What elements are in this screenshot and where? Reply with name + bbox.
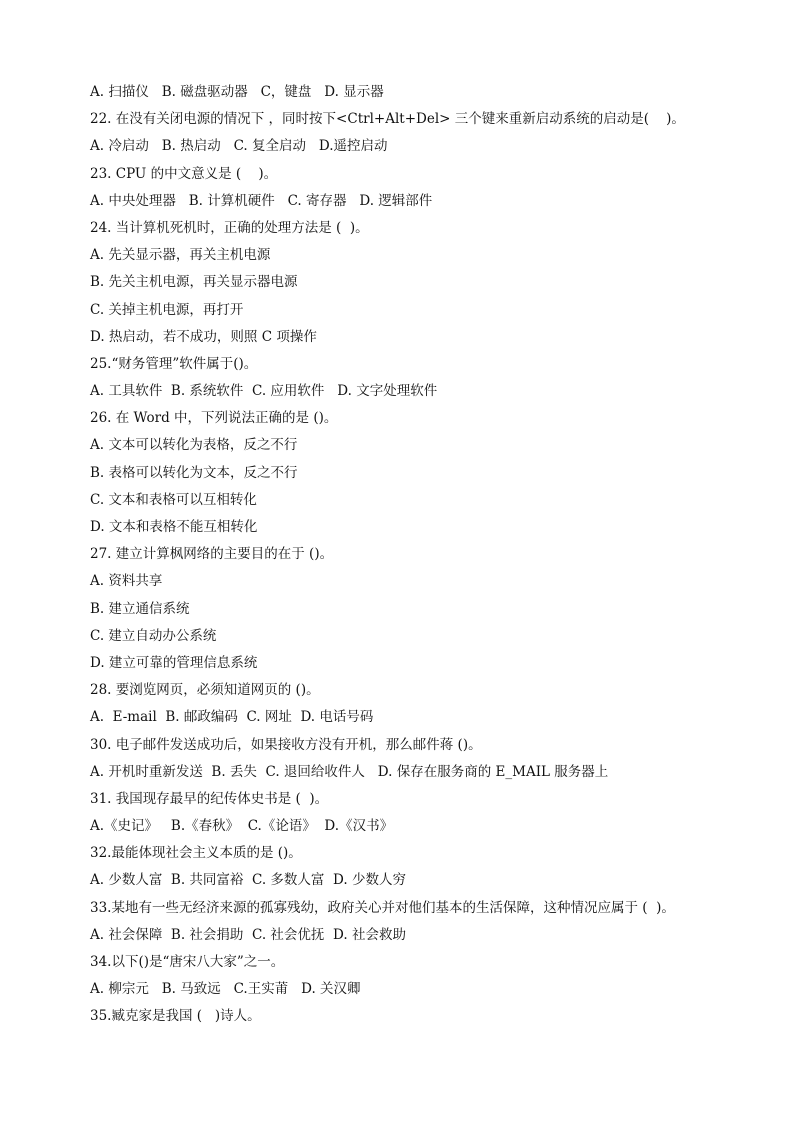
question-31: 31. 我国现存最早的纪传体史书是 ( )。 — [90, 790, 329, 807]
answer-option: B. 建立通信系统 — [90, 600, 190, 617]
answer-option: B. 表格可以转化为文本，反之不行 — [90, 464, 298, 481]
question-text-block — [90, 81, 730, 1033]
answer-options-line: A. 中央处理器 B. 计算机硬件 C. 寄存器 D. 逻辑部件 — [90, 192, 433, 209]
question-23: 23. CPU 的中文意义是 ( )。 — [90, 165, 278, 182]
answer-options-line: A. 柳宗元 B. 马致远 C.王实莆 D. 关汉卿 — [90, 981, 361, 998]
answer-options-line: A. 冷启动 B. 热启动 C. 复全启动 D.遥控启动 — [90, 138, 388, 155]
question-26: 26. 在 Word 中，下列说法正确的是 ()。 — [90, 410, 338, 427]
answer-option: D. 文本和表格不能互相转化 — [90, 519, 258, 535]
answer-options-line: A. 社会保障 B. 社会捐助 C. 社会优抚 D. 社会救助 — [90, 926, 406, 943]
answer-option: A. 文本可以转化为表格，反之不行 — [90, 437, 298, 454]
answer-option: D. 热启动，若不成功，则照 C 项操作 — [90, 328, 317, 345]
answer-options-line: A.《史记》 B.《春秋》 C.《论语》 D.《汉书》 — [90, 818, 394, 835]
answer-options-line: A. 少数人富 B. 共同富裕 C. 多数人富 D. 少数人穷 — [90, 872, 406, 889]
answer-options-line: A. 扫描仪 B. 磁盘驱动器 C，键盘 D. 显示器 — [90, 84, 384, 100]
question-34: 34.以下()是“唐宋八大家”之一。 — [90, 954, 285, 970]
question-28: 28. 要浏览网页，必须知道网页的 ()。 — [90, 682, 320, 699]
answer-option: A. 先关显示器，再关主机电源 — [90, 247, 271, 264]
question-30: 30. 电子邮件发送成功后，如果接收方没有开机，那么邮件蒋 ()。 — [90, 736, 482, 753]
question-33: 33.某地有一些无经济来源的孤寡残幼，政府关心并对他们基本的生活保障，这种情况应属于 ( )。 — [90, 899, 675, 916]
answer-option: C. 建立自动办公系统 — [90, 627, 217, 644]
answer-option: D. 建立可靠的管理信息系统 — [90, 654, 258, 671]
answer-option: C. 关掉主机电源，再打开 — [90, 301, 244, 318]
question-32: 32.最能体现社会主义本质的是 ()。 — [90, 845, 302, 862]
answer-option: A. 资料共享 — [90, 573, 163, 590]
question-27: 27. 建立计算枫网络的主要目的在于 ()。 — [90, 546, 334, 563]
question-24: 24. 当计算机死机时，正确的处理方法是 ( )。 — [90, 219, 369, 236]
answer-options-line: A. E-mail B. 邮政编码 C. 网址 D. 电话号码 — [90, 709, 374, 726]
answer-options-line: A. 开机时重新发送 B. 丢失 C. 退回给收件人 D. 保存在服务商的 E_MAIL 服务器上 — [90, 763, 609, 780]
question-25: 25.“财务管理”软件属于()。 — [90, 355, 258, 372]
answer-options-line: A. 工具软件 B. 系统软件 C. 应用软件 D. 文字处理软件 — [90, 383, 438, 400]
question-35: 35.臧克家是我国 ( )诗人。 — [90, 1008, 261, 1025]
answer-option: C. 文本和表格可以互相转化 — [90, 491, 257, 508]
answer-option: B. 先关主机电源，再关显示器电源 — [90, 274, 298, 291]
question-22: 22. 在没有关闭电源的情况下 ，同时按下<Ctrl+Alt+Del> 三个键来重新启动系统的启动是( )。 — [90, 111, 685, 128]
